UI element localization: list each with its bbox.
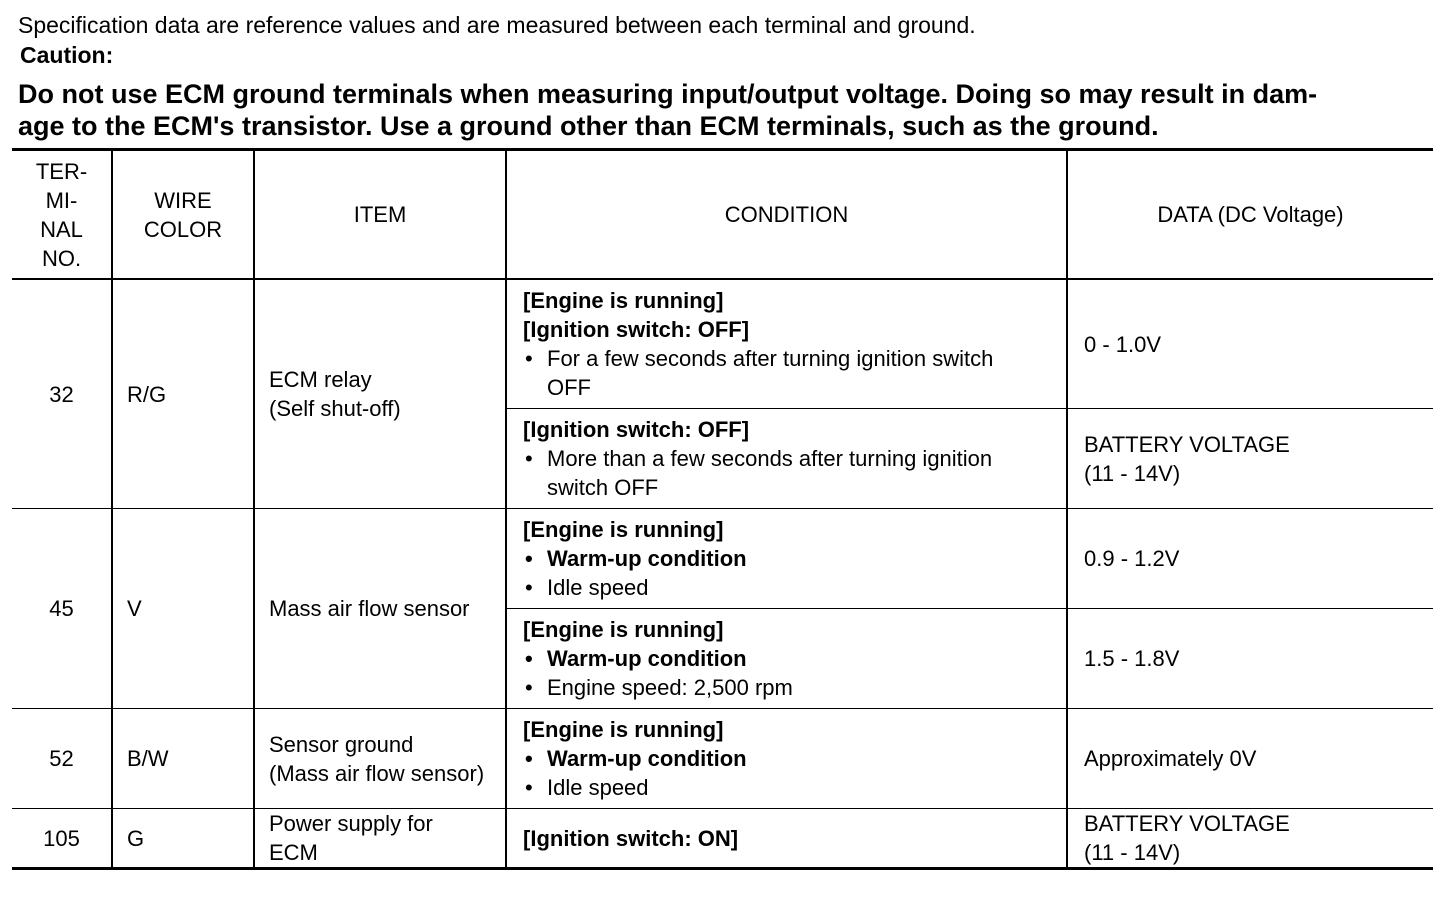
- caution-line: age to the ECM's transistor. Use a ground other than ECM terminals, such as the ground.: [18, 111, 1159, 141]
- data-value: BATTERY VOLTAGE (11 - 14V): [1067, 409, 1433, 509]
- wire-color: G: [112, 809, 254, 869]
- table-row: [12, 709, 1433, 809]
- item-name: Power supply for ECM: [254, 809, 506, 869]
- wire-color: B/W: [112, 709, 254, 809]
- condition-bullet: • Warm-up condition: [523, 644, 1056, 673]
- terminal-spec-table: [12, 148, 1433, 870]
- table-row: [12, 809, 1433, 869]
- condition-cell: [506, 409, 1067, 509]
- caution-text: [18, 78, 1438, 142]
- condition-heading: [Ignition switch: ON]: [523, 825, 739, 851]
- terminal-number: 105: [12, 809, 112, 869]
- data-value: 0.9 - 1.2V: [1067, 509, 1433, 609]
- condition-heading: [Engine is running]: [523, 517, 724, 542]
- data-value: Approximately 0V: [1067, 709, 1433, 809]
- condition-bullet: • Warm-up condition: [523, 744, 1056, 773]
- condition-bullet: • Warm-up condition: [523, 544, 1056, 573]
- intro-note: Specification data are reference values and are measured between each terminal and ground.: [18, 12, 976, 38]
- condition-cell: [506, 509, 1067, 609]
- terminal-number: 32: [12, 279, 112, 509]
- condition-heading: [Engine is running]: [523, 617, 724, 642]
- wire-color: R/G: [112, 279, 254, 509]
- condition-bullet: • Idle speed: [523, 573, 1056, 602]
- header-data: DATA (DC Voltage): [1067, 150, 1433, 280]
- condition-cell: [506, 809, 1067, 869]
- header-condition: CONDITION: [506, 150, 1067, 280]
- condition-bullet: • For a few seconds after turning ignition switch OFF: [523, 344, 1056, 402]
- condition-cell: [506, 709, 1067, 809]
- item-name: ECM relay (Self shut-off): [254, 279, 506, 509]
- header-terminal-no: TER- MI- NAL NO.: [12, 150, 112, 280]
- data-value: BATTERY VOLTAGE (11 - 14V): [1067, 809, 1433, 869]
- wire-color: V: [112, 509, 254, 709]
- condition-heading: [Ignition switch: OFF]: [523, 317, 750, 342]
- table-row: [12, 279, 1433, 409]
- condition-bullet: • More than a few seconds after turning ignition switch OFF: [523, 444, 1056, 502]
- condition-bullet: • Engine speed: 2,500 rpm: [523, 673, 1056, 702]
- data-value: 0 - 1.0V: [1067, 279, 1433, 409]
- condition-cell: [506, 279, 1067, 409]
- item-name: Sensor ground (Mass air flow sensor): [254, 709, 506, 809]
- header-wire-color: WIRE COLOR: [112, 150, 254, 280]
- item-name: Mass air flow sensor: [254, 509, 506, 709]
- condition-heading: [Engine is running]: [523, 717, 724, 742]
- caution-line: Do not use ECM ground terminals when measuring input/output voltage. Doing so may result in dam-: [18, 79, 1318, 109]
- header-item: ITEM: [254, 150, 506, 280]
- table-header-row: [12, 150, 1433, 280]
- terminal-number: 52: [12, 709, 112, 809]
- condition-heading: [Ignition switch: OFF]: [523, 417, 750, 442]
- data-value: 1.5 - 1.8V: [1067, 609, 1433, 709]
- condition-heading: [Engine is running]: [523, 288, 724, 313]
- table-row: [12, 509, 1433, 609]
- condition-bullet: • Idle speed: [523, 773, 1056, 802]
- terminal-number: 45: [12, 509, 112, 709]
- caution-label: Caution:: [20, 42, 114, 68]
- condition-cell: [506, 609, 1067, 709]
